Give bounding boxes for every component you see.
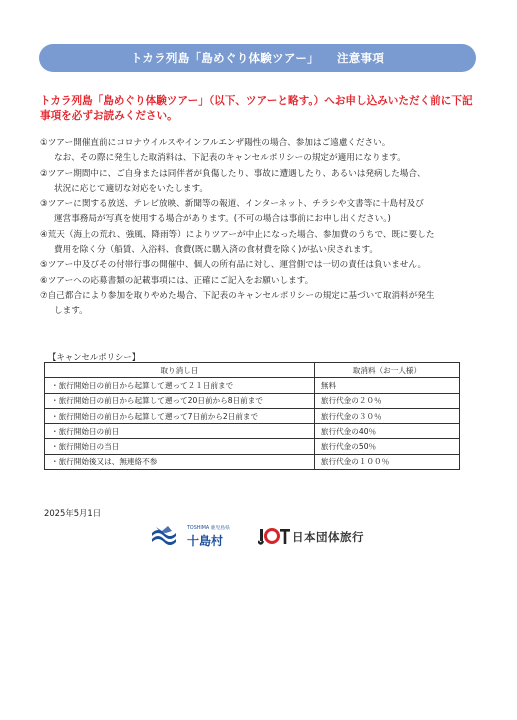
table-cell: ・旅行開始日の前日から起算して遡って20日前から8日前まで <box>45 393 315 408</box>
table-cell: ・旅行開始日の前日から起算して遡って２１日前まで <box>45 378 315 393</box>
table-header-cell: 取り消し日 <box>45 363 315 378</box>
table-cell: ・旅行開始日の当日 <box>45 439 315 454</box>
rule-item: ①ツアー開催直前にコロナウイルスやインフルエンザ陽性の場合、参加はご遠慮ください。 なお、その際に発生した取消料は、下記表のキャンセルポリシーの規定が適用になります。 <box>40 138 406 164</box>
table-row <box>45 408 460 423</box>
toshima-logo-subtext: TOSHIMA 鹿児島県 <box>187 526 230 531</box>
table-cell: 旅行代金の50％ <box>314 439 459 454</box>
rule-item: ⑤ツアー中及びその付帯行事の開催中、個人の所有品に対し、運営側では一切の責任は負いません。 <box>40 260 427 271</box>
cancel-policy-title: 【キャンセルポリシー】 <box>48 352 141 362</box>
issue-date: 2025年5月1日 <box>44 508 102 518</box>
table-row <box>45 393 460 408</box>
table-row <box>45 378 460 393</box>
notice-label: 注意事項 <box>336 51 385 65</box>
table-row <box>45 454 460 469</box>
rules-list <box>40 136 485 320</box>
table-cell: ・旅行開始日の前日から起算して遡って7日前から2日前まで <box>45 408 315 423</box>
table-cell: 旅行代金の２０％ <box>314 393 459 408</box>
table-cell: 旅行代金の40％ <box>314 424 459 439</box>
table-cell: ・旅行開始後又は、無連絡不参 <box>45 454 315 469</box>
table-row <box>45 424 460 439</box>
table-cell: 旅行代金の３０％ <box>314 408 459 423</box>
table-cell: 旅行代金の１００％ <box>314 454 459 469</box>
rule-item: ⑥ツアーへの応募書類の記載事項には、正確にご記入をお願いします。 <box>40 275 314 286</box>
rule-item: ④荒天（海上の荒れ、強風、降雨等）によりツアーが中止になった場合、参加費のうちで、既に要した 費用を除く分（船賃、入浴料、食費(既に購入済の食材費を除く)が払い戻されます。 <box>40 229 435 256</box>
cancel-policy-table <box>44 362 460 470</box>
toshima-logo-text: 十島村 <box>187 534 224 548</box>
table-header-row <box>45 363 460 378</box>
header-banner <box>39 44 476 72</box>
intro-text: トカラ列島「島めぐり体験ツアー」（以下、ツアーと略す。）へお申し込みいただく前に下記事項を必ずお読みください。 <box>40 95 473 122</box>
page-title: トカラ列島「島めぐり体験ツアー」 <box>130 51 319 65</box>
table-cell: ・旅行開始日の前日 <box>45 424 315 439</box>
rule-item: ⑦自己都合により参加を取りやめた場合、下記表のキャンセルポリシーの規定に基づいて取消料が発生 します。 <box>40 290 435 317</box>
table-cell: 無料 <box>314 378 459 393</box>
table-row <box>45 439 460 454</box>
rule-item: ③ツアーに関する放送、テレビ放映、新聞等の報道、インターネット、チラシや文書等に十島村及び 運営事務局が写真を使用する場合があります。(不可の場合は事前にお申し出ください。) <box>40 199 424 225</box>
rule-item: ②ツアー期間中に、ご自身または同伴者が負傷したり、事故に遭遇したり、あるいは発病した場合、 状況に応じて適切な対応をいたします。 <box>40 168 426 194</box>
jot-logo-text: 日本団体旅行 <box>292 530 364 544</box>
table-header-cell: 取消料（お一人様） <box>314 363 459 378</box>
